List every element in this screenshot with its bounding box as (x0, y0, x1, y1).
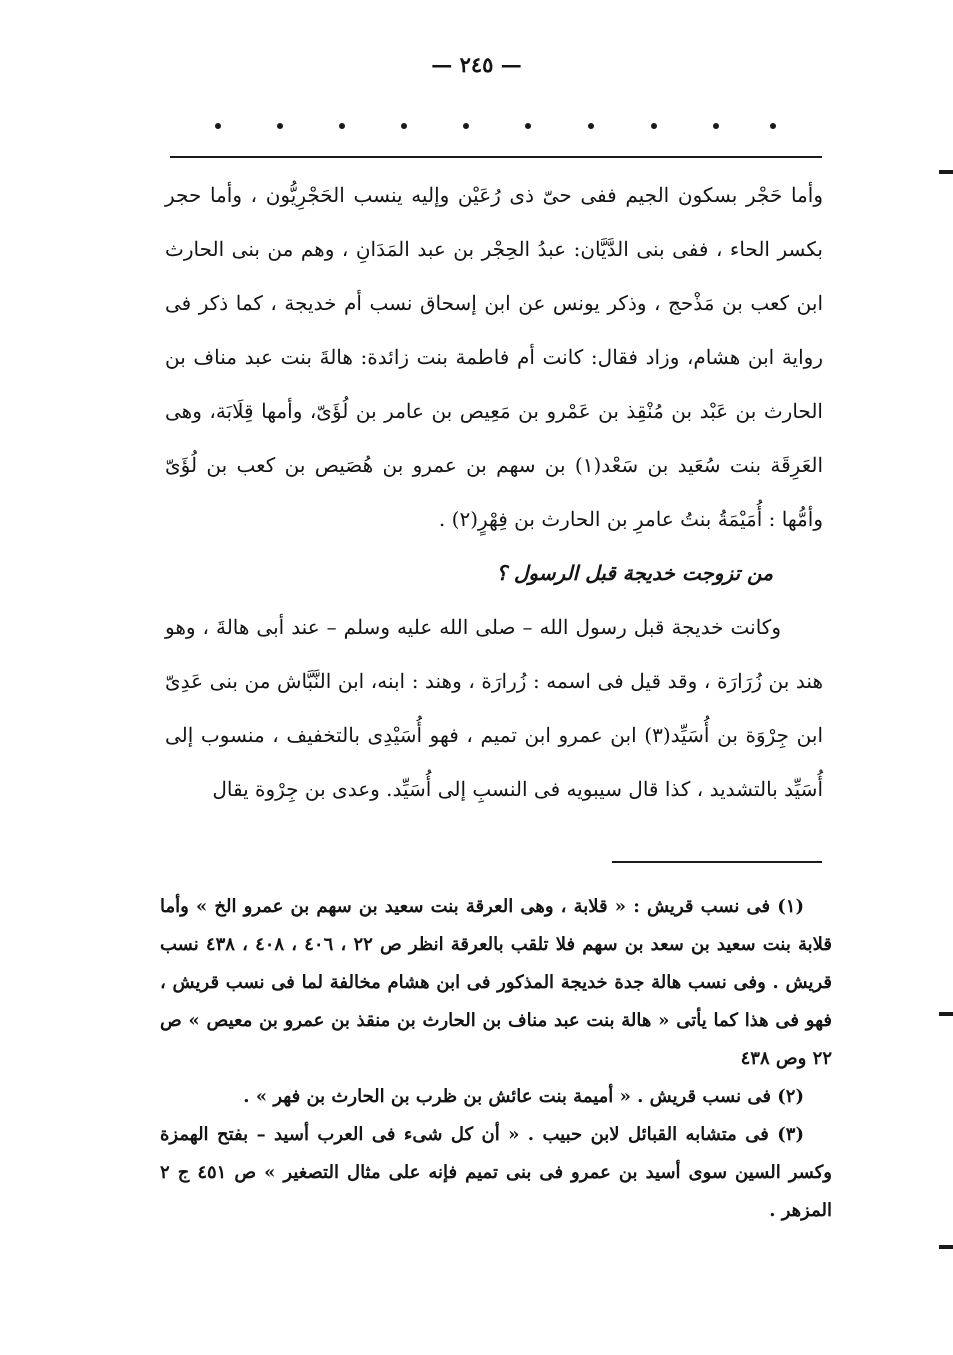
ornament-dot (651, 123, 657, 129)
page-number: — ٢٤٥ — (431, 52, 522, 77)
ornament-dot (401, 123, 407, 129)
main-text (165, 168, 823, 816)
ornamental-dot-row (205, 123, 775, 133)
scan-edge-mark (939, 1012, 953, 1016)
ornament-dot (215, 123, 221, 129)
footnote: (١) فى نسب قريش : « قلابة ، وهى العرقة بنت سعيد بن سهم بن عمرو الخ » وأما قلابة بنت سعيد بن سعد بن سهم فلا تلقب بالعرقة انظر ص ٢٢ ، ٤٠٦ ، ٤٠٨ ، ٤٣٨ نسب قريش . وفى نسب هالة جدة خديجة المذكور فى ابن هشام مخالفة لما فى نسب قريش ، فهو فى هذا كما يأتى « هالة بنت عبد مناف بن الحارث بن منقذ بن عمرو بن معيص » ص ٢٢ وص ٤٣٨ (160, 896, 833, 1069)
footnote: (٣) فى متشابه القبائل لابن حبيب . « أن كل شىء فى العرب أسيد – بفتح الهمزة وكسر السين سوى أسيد بن عمرو فى بنى تميم فإنه على مثال التصغير » ص ٤٥١ ج ٢ المزهر . (160, 1124, 832, 1221)
footnote-divider (612, 861, 822, 863)
section-heading: من تزوجت خديجة قبل الرسول ؟ (496, 561, 773, 585)
ornament-dot (277, 123, 283, 129)
ornament-dot (463, 123, 469, 129)
ornament-dot (770, 123, 776, 129)
footnote: (٢) فى نسب قريش . « أميمة بنت عائش بن ظرب بن الحارث بن فهر » . (243, 1086, 804, 1107)
body-paragraph: وكانت خديجة قبل رسول الله – صلى الله عليه وسلم – عند أبى هالةَ ، وهو هند بن زُرَارَة ، وقد قيل فى اسمه : زُرارَة ، وهند : ابنه، ابن النَّبَّاش من بنى عَدِىّ ابن جِرْوَة بن أُسَيِّد(٣) ابن عمرو ابن تميم ، فهو أُسَيْدِى بالتخفيف ، منسوب إلى أُسَيِّد بالتشديد ، كذا قال سيبويه فى النسبِ إلى أُسَيِّد. وعدى بن جِرْوة يقال (165, 615, 823, 801)
ornament-dot (339, 123, 345, 129)
ornament-dot (525, 123, 531, 129)
scan-edge-mark (939, 1245, 953, 1249)
footnotes (160, 888, 832, 1230)
header-divider (170, 156, 822, 158)
body-paragraph: وأما حَجْر بسكون الجيم ففى حىّ ذى رُعَيْن وإليه ينسب الحَجْرِيُّون ، وأما حجر بكسر الحاء ، ففى بنى الدَّيَّان: عبدُ الحِجْر بن عبد المَدَانِ ، وهم من بنى الحارث ابن كعب بن مَذْحج ، وذكر يونس عن ابن إسحاق نسب أم خديجة ، كما ذكر فى رواية ابن هشام، وزاد فقال: كانت أم فاطمة بنت زائدة: هالةَ بنت عبد مناف بن الحارث بن عَبْد بن مُنْقِذ بن عَمْرو بن مَعِيص بن عامر بن لُؤَىّ، وأمها قِلَابَة، وهى العَرِقَة بنت سُعَيد بن سَعْد(١) بن سهم بن عمرو بن هُصَيص بن كعب بن لُؤَىّ وأمُّها : أُمَيْمَةُ بنتُ عامرِ بن الحارث بن فِهْرٍ(٢) . (165, 183, 824, 531)
scan-edge-mark (939, 170, 953, 174)
ornament-dot (588, 123, 594, 129)
ornament-dot (713, 123, 719, 129)
